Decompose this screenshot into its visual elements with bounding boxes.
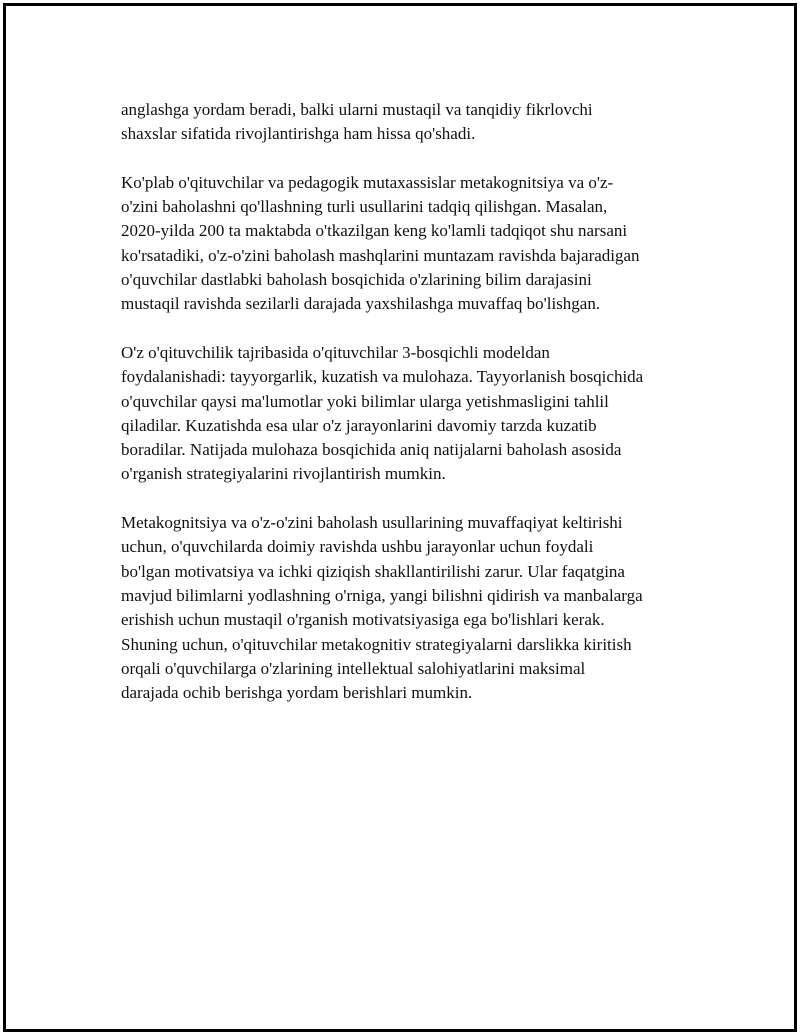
- text-line: O'z o'qituvchilik tajribasida o'qituvchilar 3-bosqichli modeldan: [121, 342, 550, 362]
- text-line: ko'rsatadiki, o'z-o'zini baholash mashqlarini muntazam ravishda bajaradigan: [121, 245, 640, 265]
- text-line: Ko'plab o'qituvchilar va pedagogik mutaxassislar metakognitsiya va o'z-: [121, 172, 614, 192]
- text-line: erishish uchun mustaqil o'rganish motivatsiyasiga ega bo'lishlari kerak.: [121, 610, 605, 630]
- text-line: mustaqil ravishda sezilarli darajada yaxshilashga muvaffaq bo'lishgan.: [121, 294, 601, 314]
- text-line: uchun, o'quvchilarda doimiy ravishda ushbu jarayonlar uchun foydali: [121, 537, 594, 557]
- page-frame: [3, 3, 797, 1032]
- text-line: orqali o'quvchilarga o'zlarining intellektual salohiyatlarini maksimal: [121, 658, 586, 678]
- text-line: Shuning uchun, o'qituvchilar metakognitiv strategiyalarni darslikka kiritish: [121, 634, 632, 654]
- text-line: boradilar. Natijada mulohaza bosqichida aniq natijalarni baholash asosida: [121, 440, 622, 460]
- text-line: darajada ochib berishga yordam berishlari mumkin.: [121, 683, 473, 703]
- text-line: qiladilar. Kuzatishda esa ular o'z jarayonlarini davomiy tarzda kuzatib: [121, 415, 597, 435]
- text-line: 2020-yilda 200 ta maktabda o'tkazilgan keng ko'lamli tadqiqot shu narsani: [121, 221, 628, 241]
- paragraph-1: [121, 98, 691, 147]
- text-line: o'rganish strategiyalarini rivojlantirish mumkin.: [121, 464, 446, 484]
- text-line: bo'lgan motivatsiya va ichki qiziqish shakllantirilishi zarur. Ular faqatgina: [121, 561, 625, 581]
- text-line: foydalanishadi: tayyorgarlik, kuzatish va mulohaza. Tayyorlanish bosqichida: [121, 367, 644, 387]
- document-body: [121, 98, 691, 730]
- paragraph-3: [121, 341, 691, 487]
- text-line: Metakognitsiya va o'z-o'zini baholash usullarining muvaffaqiyat keltirishi: [121, 513, 623, 533]
- text-line: o'zini baholashni qo'llashning turli usullarini tadqiq qilishgan. Masalan,: [121, 197, 608, 217]
- text-line: anglashga yordam beradi, balki ularni mustaqil va tanqidiy fikrlovchi: [121, 100, 593, 119]
- text-line: o'quvchilar dastlabki baholash bosqichida o'zlarining bilim darajasini: [121, 270, 592, 290]
- text-line: o'quvchilar qaysi ma'lumotlar yoki bilimlar ularga yetishmasligini tahlil: [121, 391, 609, 411]
- text-line: shaxslar sifatida rivojlantirishga ham hissa qo'shadi.: [121, 124, 476, 144]
- text-line: mavjud bilimlarni yodlashning o'rniga, yangi bilishni qidirish va manbalarga: [121, 585, 643, 605]
- paragraph-4: [121, 511, 691, 705]
- paragraph-2: [121, 171, 691, 317]
